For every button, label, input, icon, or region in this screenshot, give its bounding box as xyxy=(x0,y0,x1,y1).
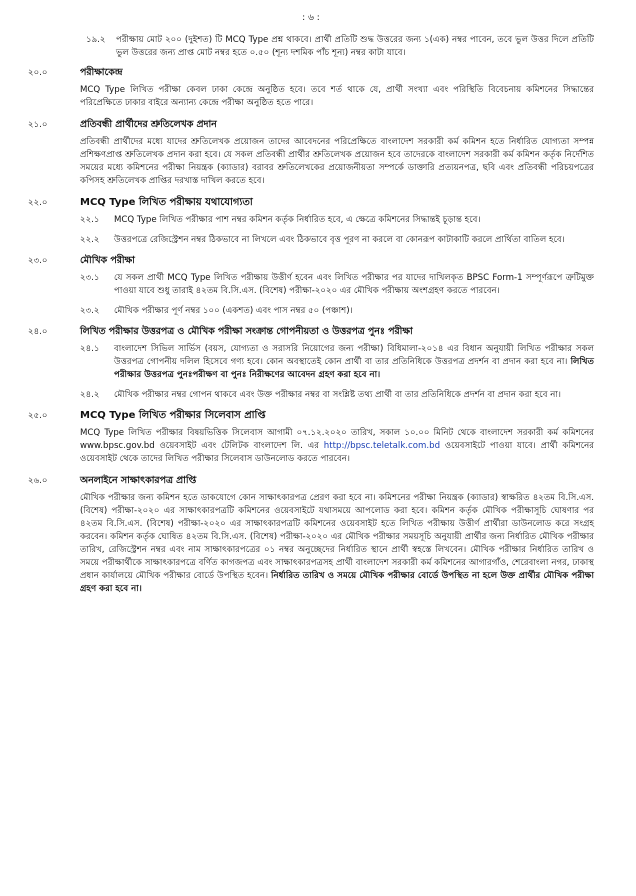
teletalk-website-link[interactable]: http://bpsc.teletalk.com.bd xyxy=(323,441,441,451)
section-23 xyxy=(28,254,594,318)
section-heading xyxy=(28,409,594,423)
section-title: মৌখিক পরীক্ষা xyxy=(80,255,135,266)
subsection-item xyxy=(80,214,594,227)
section-heading xyxy=(28,254,594,268)
section-title: প্রতিবন্ধী প্রার্থীদের শ্রুতিলেখক প্রদান xyxy=(80,119,217,130)
paragraph-text: ওয়েবসাইট এবং টেলিটক বাংলাদেশ লি. এর xyxy=(159,441,319,451)
section-heading xyxy=(28,66,594,80)
section-21 xyxy=(28,118,594,188)
section-number: ২২.০ xyxy=(28,198,48,208)
section-paragraph: MCQ Type লিখিত পরীক্ষা কেবল ঢাকা কেন্দ্রে অনুষ্ঠিত হবে। তবে শর্ত থাকে যে, প্রার্থী সংখ্যা এবং পরিস্থিতি বিবেচনায় কমিশনের সিদ্ধান্তের পরিপ্রেক্ষিতে ঢাকার বাইরে অন্যান্য কেন্দ্রে পরীক্ষা অনুষ্ঠিত হতে পারে। xyxy=(80,85,594,108)
subsection-number: ২২.১ xyxy=(80,215,100,225)
subsection-text xyxy=(114,343,594,382)
section-paragraph xyxy=(28,492,594,596)
section-title: MCQ Type লিখিত পরীক্ষায় যথাযোগ্যতা xyxy=(80,197,253,208)
section-title: পরীক্ষাকেন্দ্র xyxy=(80,67,123,78)
section-number: ২১.০ xyxy=(28,120,48,130)
subsection-list xyxy=(28,343,594,402)
section-20 xyxy=(28,66,594,110)
section-heading xyxy=(28,474,594,488)
section-24 xyxy=(28,325,594,402)
subsection-text: উত্তরপত্রে রেজিস্ট্রেশন নম্বর ঠিকভাবে না লিখলে এবং ঠিকভাবে বৃত্ত পূরণ না করলে বা কোনরূপ কাটাকাটি করলে প্রার্থিতা বাতিল হবে। xyxy=(114,235,565,245)
section-26 xyxy=(28,474,594,596)
subsection-list xyxy=(28,214,594,247)
subsection-text: যে সকল প্রার্থী MCQ Type লিখিত পরীক্ষায় উত্তীর্ণ হবেন এবং লিখিত পরীক্ষার পর যাদের দাখিলকৃত BPSC Form-1 সম্পূর্ণরূপে ত্রুটিমুক্ত পাওয়া যাবে শুধু তারাই ৪২তম বি.সি.এস. (বিশেষ) পরীক্ষা-২০২০ এর মৌখিক পরীক্ষায় অংশগ্রহণ করতে পারবেন। xyxy=(114,273,594,296)
section-title: MCQ Type লিখিত পরীক্ষার সিলেবাস প্রাপ্তি xyxy=(80,410,266,421)
subsection-item xyxy=(80,272,594,298)
subsection-text: মৌখিক পরীক্ষার পূর্ণ নম্বর ১০০ (একশত) এবং পাস নম্বর ৫০ (পঞ্চাশ)। xyxy=(114,306,353,316)
paragraph-text: MCQ Type লিখিত পরীক্ষার বিষয়ভিত্তিক সিলেবাস আগামী ০৭.১২.২০২০ তারিখ, সকাল ১০.০০ মিনিট থেকে বাংলাদেশ সরকারী কর্ম কমিশনের xyxy=(80,428,594,438)
section-25 xyxy=(28,409,594,466)
section-number: ২০.০ xyxy=(28,68,48,78)
section-title: অনলাইনে সাক্ষাৎকারপত্র প্রাপ্তি xyxy=(80,475,197,486)
section-paragraph xyxy=(28,427,594,466)
subsection-number: ২৪.১ xyxy=(80,344,100,354)
subsection-number: ২৩.১ xyxy=(80,273,100,283)
section-title: লিখিত পরীক্ষার উত্তরপত্র ও মৌখিক পরীক্ষা সংক্রান্ত গোপনীয়তা ও উত্তরপত্র পুনঃ পরীক্ষা xyxy=(80,326,413,337)
section-22 xyxy=(28,196,594,247)
section-paragraph: প্রতিবন্ধী প্রার্থীদের মধ্যে যাদের শ্রুতিলেখক প্রয়োজন তাদের আবেদনের পরিপ্রেক্ষিতে বাংলাদেশ সরকারী কর্ম কমিশন হতে নির্ধারিত যোগ্যতা সম্পন্ন প্রশিক্ষণপ্রাপ্ত শ্রুতিলেখক প্রদান করা হবে। যে সকল প্রতিবন্ধী প্রার্থীর শ্রুতিলেখক প্রয়োজন হবে তাদেরকে বাংলাদেশ সরকারী কর্ম কমিশন কর্তৃক নির্দেশিত সময়ের মধ্যে কমিশনের পরীক্ষা নিয়ন্ত্রক (ক্যাডার) বরাবর শ্রুতিলেখকের প্রয়োজনীয়তা সম্পর্কে ডাক্তারি প্রত্যয়নপত্র, ছবি এবং প্রতিবন্ধী পরিচয়পত্রের কপিসহ শ্রুতিলেখক প্রাপ্তির দরখাস্ত দাখিল করতে হবে। xyxy=(80,137,594,186)
subsection-number: ২৩.২ xyxy=(80,306,100,316)
section-number: ২৩.০ xyxy=(28,256,48,266)
item-text: পরীক্ষায় মোট ২০০ (দুইশত) টি MCQ Type প্রশ্ন থাকবে। প্রার্থী প্রতিটি শুদ্ধ উত্তরের জন্য ১(এক) নম্বর পাবেন, তবে ভুল উত্তর দিলে প্রতিটি ভুল উত্তরের জন্য প্রাপ্ত মোট নম্বর হতে ০.৫০ (শূন্য দশমিক পাঁচ শূন্য) নম্বর কাটা যাবে। xyxy=(116,35,594,58)
subsection-item xyxy=(80,343,594,382)
subsection-text: মৌখিক পরীক্ষার নম্বর গোপন থাকবে এবং উক্ত পরীক্ষার নম্বর বা সংশ্লিষ্ট তথ্য প্রার্থী বা তার প্রতিনিধিকে প্রদর্শন বা প্রদান করা হবে না। xyxy=(114,390,561,400)
subsection-item xyxy=(80,234,594,247)
item-19-2 xyxy=(28,34,594,60)
subsection-item xyxy=(80,389,594,402)
item-number: ১৯.২ xyxy=(86,35,106,45)
paragraph-text: ওয়েবসাইটে পাওয়া যাবে। প্রার্থী কমিশনের ওয়েবসাইট থেকে তাদের লিখিত পরীক্ষার সিলেবাস ডাউনলোড করতে পারবেন। xyxy=(80,441,594,464)
page-number: : ৬ : xyxy=(302,13,320,23)
subsection-text-bold: লিখিত পরীক্ষার উত্তরপত্র পুনঃপরীক্ষণ বা পুনঃ নিরীক্ষণের আবেদন গ্রহণ করা হবে না। xyxy=(114,357,594,380)
subsection-text-plain: বাংলাদেশ সিভিল সার্ভিস (বয়স, যোগ্যতা ও সরাসরি নিয়োগের জন্য পরীক্ষা) বিধিমালা-২০১৪ এর বিধান অনুযায়ী লিখিত পরীক্ষার সকল উত্তরপত্র গোপনীয় দলিল হিসেবে গণ্য হবে। কোন অবস্থাতেই কোন প্রার্থী বা তার প্রতিনিধিকে উত্তরপত্র প্রদর্শন বা প্রদান করা হবে না। xyxy=(114,344,594,367)
section-heading xyxy=(28,196,594,210)
subsection-number: ২২.২ xyxy=(80,235,100,245)
subsection-item xyxy=(80,305,594,318)
section-number: ২৫.০ xyxy=(28,411,48,421)
section-heading xyxy=(28,325,594,339)
subsection-number: ২৪.২ xyxy=(80,390,100,400)
bpsc-website-link[interactable]: www.bpsc.gov.bd xyxy=(80,441,155,451)
section-number: ২৪.০ xyxy=(28,327,48,337)
paragraph-text-bold: নির্ধারিত তারিখ ও সময়ে মৌখিক পরীক্ষার বোর্ডে উপস্থিত না হলে উক্ত প্রার্থীর মৌখিক পরীক্ষা গ্রহণ করা হবে না। xyxy=(80,571,594,594)
section-heading xyxy=(28,118,594,132)
subsection-text: MCQ Type লিখিত পরীক্ষার পাশ নম্বর কমিশন কর্তৃক নির্ধারিত হবে, এ ক্ষেত্রে কমিশনের সিদ্ধান্তই চূড়ান্ত হবে। xyxy=(114,215,481,225)
subsection-list xyxy=(28,272,594,318)
section-number: ২৬.০ xyxy=(28,476,48,486)
paragraph-text: মৌখিক পরীক্ষার জন্য কমিশন হতে ডাকযোগে কোন সাক্ষাৎকারপত্র প্রেরণ করা হবে না। কমিশনের পরীক্ষা নিয়ন্ত্রক (ক্যাডার) স্বাক্ষরিত ৪২তম বি.সি.এস. (বিশেষ) পরীক্ষা-২০২০ এর সাক্ষাৎকারপত্রটি কমিশনের ওয়েবসাইটে যথাসময়ে আপলোড করা হবে। কমিশন কর্তৃক মৌখিক পরীক্ষাসূচি ঘোষণার পর ৪২তম বি.সি.এস. (বিশেষ) পরীক্ষা-২০২০ এর সাক্ষাৎকারপত্রটি কমিশনের ওয়েবসাইট হতে লিখিত পরীক্ষায় উত্তীর্ণ প্রার্থীরা ডাউনলোড করে সংগ্রহ করবেন। কমিশন কর্তৃক ঘোষিত ৪২তম বি.সি.এস. (বিশেষ) পরীক্ষা-২০২০ এর মৌখিক পরীক্ষার সময়সূচি অনুযায়ী প্রার্থীর জন্য নির্ধারিত মৌখিক পরীক্ষার তারিখ, রেজিস্ট্রেশন নম্বর এবং নাম সাক্ষাৎকারপত্রের ০১ নম্বর অনুচ্ছেদের নির্ধারিত স্থানে প্রার্থী স্বহস্তে লিখবেন। মৌখিক পরীক্ষার নির্ধারিত তারিখ ও সময়ে পরীক্ষার্থীকে সাক্ষাৎকারপত্রে বর্ণিত কাগজপত্র এবং সাক্ষাৎকারপত্রসহ প্রার্থী বাংলাদেশ সরকারী কর্ম কমিশনের আগারগাঁও, শেরেবাংলা নগর, ঢাকাস্থ প্রধান কার্যালয়ে মৌখিক পরীক্ষার বোর্ডে উপস্থিত হবেন। xyxy=(80,493,594,581)
